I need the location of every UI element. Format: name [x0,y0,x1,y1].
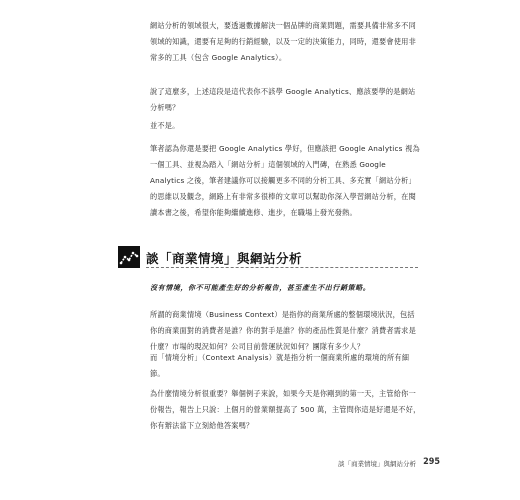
paragraph: 說了這麼多，上述這段是這代表你不該學 Google Analytics、應該要學的是網站分析嗎？ [150,87,416,112]
dashed-divider [146,267,418,268]
page-number: 295 [423,457,440,467]
paragraph: 為什麼情境分析很重要？舉個例子來說，如果今天是你剛到的第一天，主管給你一份報告，報告上只說：上個月的營業額提高了 500 萬，主管問你這是好還是不好，你有辦法當下立刻給他答案嗎？ [150,389,421,430]
paragraph: 網站分析的領域很大，要透過數據解決一個品牌的商業問題，需要具備非常多不同領域的知識，還要有足夠的行銷經驗，以及一定的決策能力，同時，還要會使用非常多的工具（包含 Google Analytics）。 [150,21,416,62]
section-title: 談「商業情境」與網站分析 [146,251,303,266]
paragraph: 並不是。 [150,121,180,130]
paragraph: 而「情境分析」（Context Analysis）就是指分析一個商業所處的環境的所有細節。 [150,353,410,378]
paragraph: 所謂的商業情境（Business Context）是指你的商業所處的整個環境狀況，包括你的商業面對的消費者是誰？你的對手是誰？你的產品性質是什麼？消費者需求是什麼？市場的現況如何？公司目前營運狀況如何？團隊有多少人？ [150,310,416,351]
paragraph: 筆者認為你還是要把 Google Analytics 學好，但應該把 Google Analytics 視為一個工具、並視為踏入「網站分析」這個領域的入門磚，在熟悉 Google Analytics 之後，筆者建議你可以接觸更多不同的分析工具、多充實「網站分析」的思維以及觀念，網路上有非常多很棒的文章可以幫助你深入學習網站分析，在閱讀本書之後，希望你能夠繼續進修、進步，在職場上發光發熱。 [150,144,420,217]
running-chapter-title: 談「商業情境」與網站分析 [338,460,416,468]
chart-line-icon [118,246,140,268]
emphasis-note: 沒有情境，你不可能產生好的分析報告，甚至產生不出行銷策略。 [150,284,371,292]
page-footer [300,458,440,470]
section-heading [118,246,418,270]
